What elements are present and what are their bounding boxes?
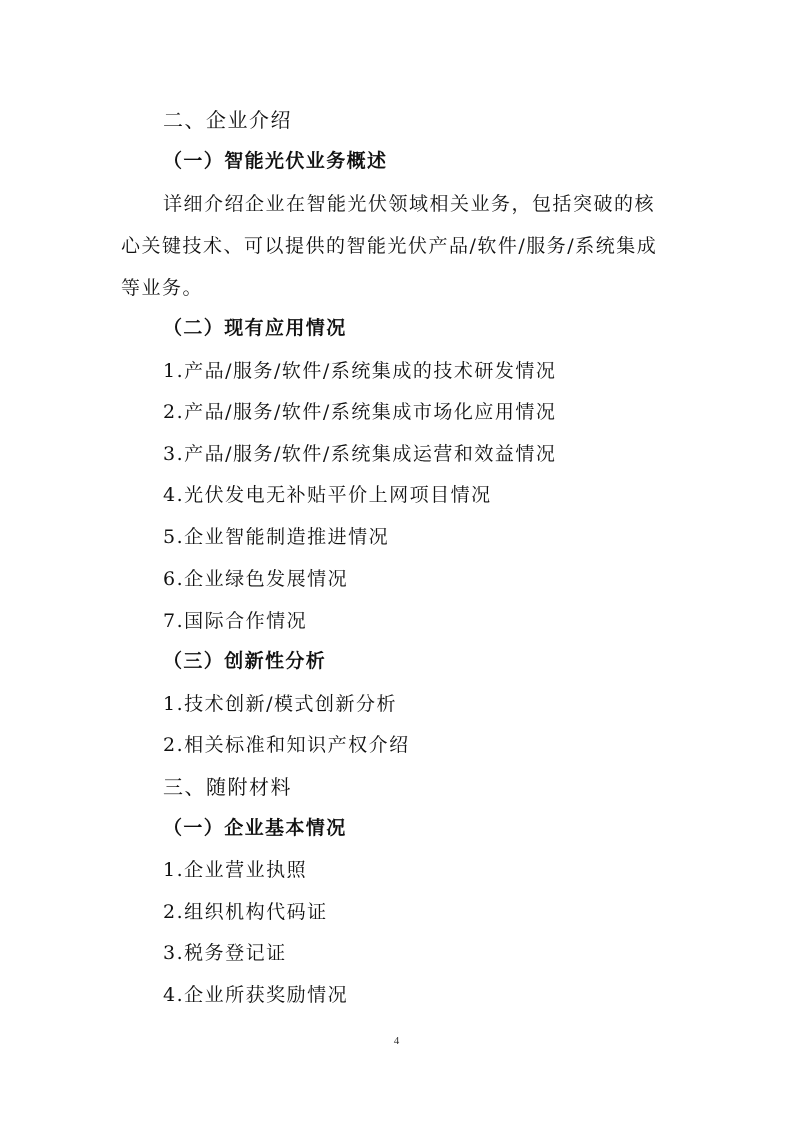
subsection-heading-innovation: （三）创新性分析 [163, 650, 327, 672]
attachment-item-4: 4.企业所获奖励情况 [163, 984, 349, 1006]
attachment-item-3: 3.税务登记证 [163, 942, 287, 964]
list-item-4: 4.光伏发电无补贴平价上网项目情况 [163, 484, 492, 506]
attachment-item-2: 2.组织机构代码证 [163, 901, 328, 923]
paragraph-line-1: 详细介绍企业在智能光伏领域相关业务，包括突破的核 [163, 193, 656, 215]
page-number: 4 [393, 1035, 400, 1047]
list-item-2: 2.产品/服务/软件/系统集成市场化应用情况 [163, 401, 557, 423]
attachment-item-1: 1.企业营业执照 [163, 859, 308, 881]
innovation-item-2: 2.相关标准和知识产权介绍 [163, 734, 410, 756]
section-heading-company-intro: 二、企业介绍 [163, 108, 292, 132]
list-item-3: 3.产品/服务/软件/系统集成运营和效益情况 [163, 443, 557, 465]
list-item-7: 7.国际合作情况 [163, 610, 308, 632]
subsection-heading-basic-info: （一）企业基本情况 [163, 817, 347, 839]
innovation-item-1: 1.技术创新/模式创新分析 [163, 693, 398, 715]
list-item-6: 6.企业绿色发展情况 [163, 568, 349, 590]
section-heading-attachments: 三、随附材料 [163, 775, 292, 799]
subsection-heading-pv-overview: （一）智能光伏业务概述 [163, 150, 388, 172]
subsection-heading-current-application: （二）现有应用情况 [163, 317, 347, 339]
paragraph-line-2: 心关键技术、可以提供的智能光伏产品/软件/服务/系统集成 [121, 235, 658, 257]
list-item-1: 1.产品/服务/软件/系统集成的技术研发情况 [163, 360, 557, 382]
list-item-5: 5.企业智能制造推进情况 [163, 526, 390, 548]
paragraph-line-3: 等业务。 [121, 277, 204, 299]
